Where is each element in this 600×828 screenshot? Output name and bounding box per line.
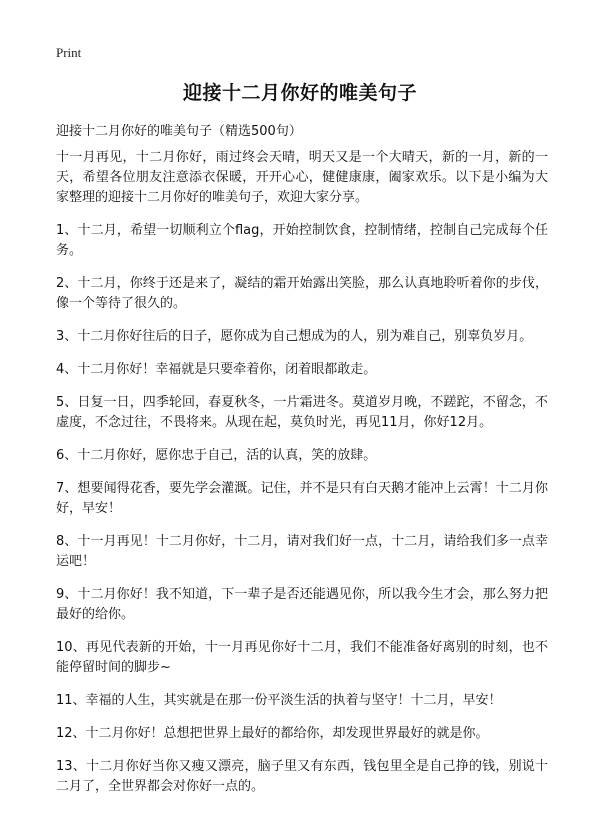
list-item: 10、再见代表新的开始，十一月再见你好十二月，我们不能准备好离别的时刻，也不能停留时间的脚步~ xyxy=(56,640,548,675)
list-item: 11、幸福的人生，其实就是在那一份平淡生活的执着与坚守！十二月，早安！ xyxy=(56,693,502,708)
list-item: 5、日复一日，四季轮回，春夏秋冬，一片霜进冬。莫道岁月晚，不蹉跎，不留念，不虚度，不念过往，不畏将来。从现在起，莫负时光，再见11月，你好12月。 xyxy=(56,395,548,430)
page-subtitle: 迎接十二月你好的唯美句子（精选500句） xyxy=(56,124,302,139)
list-item: 13、十二月你好当你又瘦又漂亮，脑子里又有东西，钱包里全是自己挣的钱，别说十二月了，全世界都会对你好一点的。 xyxy=(56,759,548,794)
list-item: 2、十二月，你终于还是来了，凝结的霜开始露出笑脸，那么认真地聆听着你的步伐，像一个等待了很久的。 xyxy=(56,276,548,311)
print-label[interactable]: Print xyxy=(56,45,82,60)
list-item: 12、十二月你好！总想把世界上最好的都给你，却发现世界最好的就是你。 xyxy=(56,726,489,741)
list-item: 8、十一月再见！十二月你好，十二月，请对我们好一点，十二月，请给我们多一点幸运吧！ xyxy=(56,534,548,569)
list-item: 9、十二月你好！我不知道，下一辈子是否还能遇见你，所以我今生才会，那么努力把最好的给你。 xyxy=(56,587,548,622)
list-item: 4、十二月你好！幸福就是只要牵着你，闭着眼都敢走。 xyxy=(56,362,377,377)
list-item: 3、十二月你好往后的日子，愿你成为自己想成为的人，别为难自己，别辜负岁月。 xyxy=(56,329,533,344)
page-title: 迎接十二月你好的唯美句子 xyxy=(182,82,417,104)
article-body xyxy=(56,148,548,810)
intro-paragraph: 十一月再见，十二月你好，雨过终会天晴，明天又是一个大晴天，新的一月，新的一天，希望各位朋友注意添衣保暖，开开心心，健健康康，阖家欢乐。以下是小编为大家整理的迎接十二月你好的唯美句子，欢迎大家分享。 xyxy=(56,150,548,205)
list-item: 1、十二月，希望一切顺利立个flag，开始控制饮食，控制情绪，控制自己完成每个任务。 xyxy=(56,223,548,258)
list-item: 7、想要闻得花香，要先学会灌溉。记住，并不是只有白天鹅才能冲上云霄！十二月你好，早安！ xyxy=(56,481,548,516)
list-item: 6、十二月你好，愿你忠于自己，活的认真，笑的放肆。 xyxy=(56,448,377,463)
